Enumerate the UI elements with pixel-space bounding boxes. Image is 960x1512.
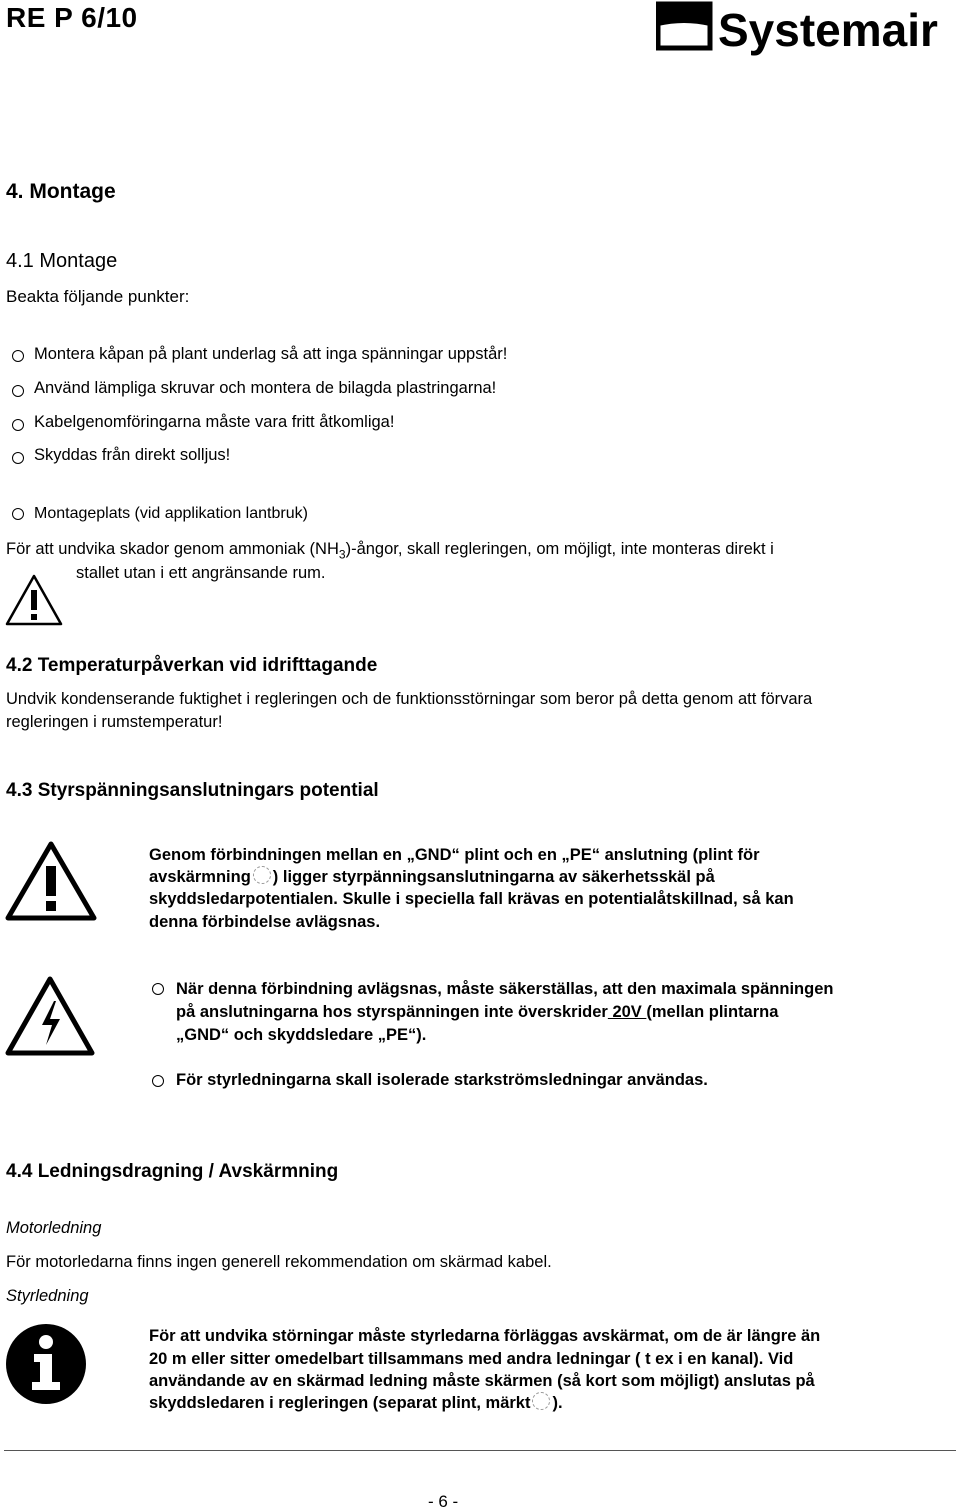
disconnect-note-line1: När denna förbindning avlägsnas, måste säkerställas, att den maximala spänningen (176, 980, 834, 998)
warning-line-3: skyddsledarpotentialen. Skulle i speciella fall krävas en potentialåtskillnad, så kan (149, 890, 794, 908)
warning-triangle-icon (4, 573, 64, 627)
ammoniak-note-line2: stallet utan i ett angränsande rum. (76, 564, 326, 582)
bullet-circle-icon (12, 350, 24, 362)
ammoniak-note-text-2: )-ångor, skall regleringen, om möjligt, inte monteras direkt i (345, 540, 774, 558)
document-code: RE P 6/10 (6, 2, 138, 33)
bullet-circle-icon (152, 983, 164, 995)
motorledning-label: Motorledning (6, 1219, 102, 1237)
info-line-1: För att undvika störningar måste styrledarna förläggas avskärmat, om de är längre än (149, 1327, 821, 1345)
warning-line-2 (149, 866, 715, 888)
section-heading-4: 4. Montage (6, 180, 116, 203)
voltage-limit: 20V (607, 1003, 647, 1021)
warning-line-4: denna förbindelse avlägsnas. (149, 913, 381, 931)
protective-earth-icon (532, 1392, 550, 1410)
protective-earth-icon (253, 866, 271, 884)
motorledning-text: För motorledarna finns ingen generell rekommendation om skärmad kabel. (6, 1253, 552, 1271)
systemair-logo (656, 0, 956, 60)
section-4-1-intro: Beakta följande punkter: (6, 287, 190, 306)
bullet-circle-icon (12, 452, 24, 464)
section-4-2-line2: regleringen i rumstemperatur! (6, 713, 223, 731)
disconnect-note-line2a: på anslutningarna hos styrspänningen inte överskrider (176, 1003, 608, 1021)
logo-text: Systemair (718, 4, 938, 56)
bullet-circle-icon (12, 419, 24, 431)
styrledning-label: Styrledning (6, 1287, 89, 1305)
bullet-circle-icon (12, 385, 24, 397)
footer-divider (4, 1450, 956, 1451)
ammoniak-note-text-1: För att undvika skador genom ammoniak (NH (6, 540, 339, 558)
section-heading-4-4: 4.4 Ledningsdragning / Avskärmning (6, 1161, 339, 1182)
section-heading-4-2: 4.2 Temperaturpåverkan vid idrifttagande (6, 655, 378, 676)
page-number: - 6 - (428, 1492, 459, 1511)
list-item: Skyddas från direkt solljus! (34, 446, 231, 464)
warning-line-1: Genom förbindningen mellan en „GND“ plint och en „PE“ anslutning (plint för (149, 846, 760, 864)
info-line-4a: skyddsledaren i regleringen (separat plint, märkt (149, 1394, 531, 1412)
bullet-circle-icon (12, 508, 24, 520)
warning-line-2a: avskärmning (149, 868, 251, 886)
disconnect-note-line3: „GND“ och skyddsledare „PE“). (176, 1026, 427, 1044)
high-voltage-icon (4, 975, 96, 1057)
info-line-4 (149, 1392, 563, 1414)
warning-triangle-icon-large (4, 840, 98, 922)
disconnect-note-line2 (176, 1001, 778, 1023)
ammoniak-note-subscript: 3 (338, 547, 346, 562)
section-4-1-title: 4.1 Montage (6, 250, 118, 272)
section-heading-4-1 (6, 250, 117, 273)
list-item-montageplats: Montageplats (vid applikation lantbruk) (34, 505, 308, 522)
bullet-circle-icon (152, 1075, 164, 1087)
section-heading-4-3: 4.3 Styrspänningsanslutningars potential (6, 780, 379, 801)
warning-line-2b: ) ligger styrpänningsanslutningarna av säkerhetsskäl på (272, 868, 715, 886)
info-line-3: användande av en skärmad ledning måste skärmen (så kort som möjligt) anslutas på (149, 1372, 815, 1390)
disconnect-note-line2b: (mellan plintarna (646, 1003, 779, 1021)
info-line-2: 20 m eller sitter omedelbart tillsammans med andra ledningar ( t ex i en kanal). Vid (149, 1350, 794, 1368)
list-item: Kabelgenomföringarna måste vara fritt åtkomliga! (34, 413, 395, 431)
list-item: Montera kåpan på plant underlag så att inga spänningar uppstår! (34, 345, 508, 363)
info-line-4b: ). (552, 1394, 563, 1412)
insulated-cables-note: För styrledningarna skall isolerade starkströmsledningar användas. (176, 1071, 708, 1089)
info-icon (4, 1322, 88, 1406)
list-item: Använd lämpliga skruvar och montera de bilagda plastringarna! (34, 379, 497, 397)
section-4-2-line1: Undvik kondenserande fuktighet i regleringen och de funktionsstörningar som beror på detta genom att förvara (6, 690, 813, 708)
